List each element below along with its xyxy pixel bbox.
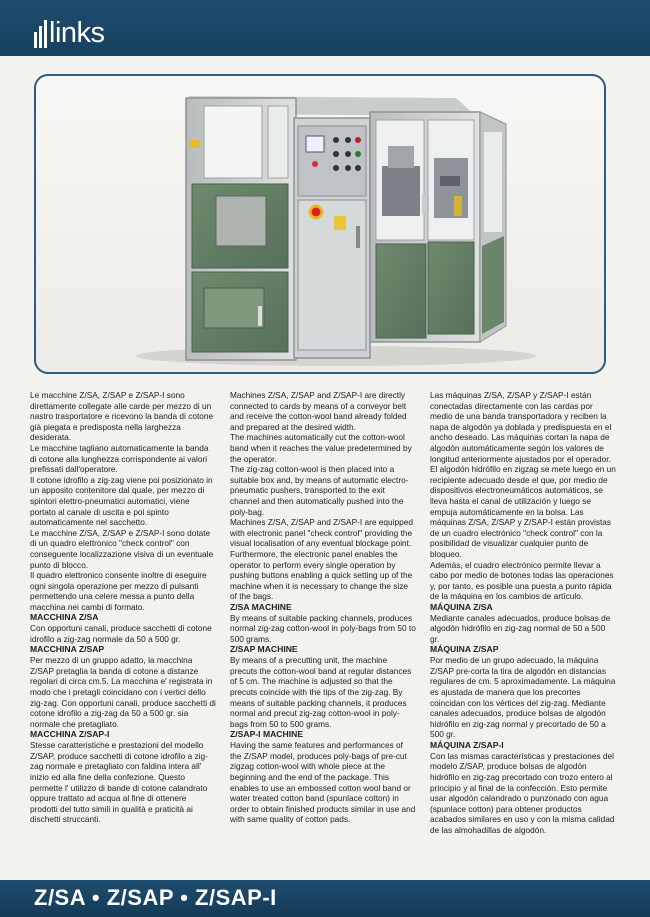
- footer-title: Z/SA • Z/SAP • Z/SAP-I: [34, 885, 277, 910]
- paragraph: Machines Z/SA, Z/SAP and Z/SAP-I are equipped with electronic panel "check control" providing the visual localisation of any eventual blockage point.: [230, 517, 413, 549]
- paragraph: The machines automatically cut the cotton-wool band when it reaches the value predetermined by the operator.: [230, 432, 412, 464]
- section-heading: Z/SAP-I MACHINE: [230, 729, 304, 740]
- paragraph: El algodón hidrófilo en zigzag se mete luego en un recipiente adecuado desde el que, por medio de dispositivos electroneumáticos automáticos, se lleva hasta el canal de utilización y luego se empuja automáticamente en la bolsa. Las máquinas Z/SA, Z/SAP y Z/SAP-I están provistas de un cuadro electrónico "check control" con la posibilidad de visualizar cualquier punto de bloqueo.: [430, 464, 616, 559]
- paragraph: Por medio de un grupo adecuado, la máquina Z/SAP pre-corta la tira de algodón en distancias regulares de cm. 5 aproximadamente. La máquina es ajustada de manera que los precortes coincidan con los vértices del zig-zag. Mediante canales adecuados, produce bolsas de algodón hidrófilo en zig-zag normal y precortado de 50 a 500 gr.: [430, 655, 616, 740]
- paragraph: Machines Z/SA, Z/SAP and Z/SAP-I are directly connected to cards by means of a conveyor belt and receive the cotton-wool band already folded and prepared at the desired width.: [230, 390, 407, 432]
- paragraph: Le macchine tagliano automaticamente la banda di cotone alla lunghezza corrispondente ai valori prefissati dall'operatore.: [30, 442, 209, 475]
- section-heading: MACCHINA Z/SAP-I: [30, 729, 110, 740]
- paragraph: Per mezzo di un gruppo adatto, la macchina Z/SAP pretaglia la banda di cotone a distanze regolari di circa cm.5. La macchina e' registrata in modo che i pretagli coincidano con i vertici dello zig-zag. Con opportuni canali, produce sacchetti di cotone idrofilo a zig-zag da 50 a 500 gr. sia normale che pretagliato.: [30, 655, 216, 729]
- column-italian: [30, 390, 216, 825]
- paragraph: Las máquinas Z/SA, Z/SAP y Z/SAP-I están conectadas directamente con las cardas por medio de una banda transportadora y reciben la napa de algodón ya doblada y predispuesta en el ancho deseado. Las máquinas cortan la napa de algodón automáticamente según los valores de longitud anteriormente ajustados por el operador.: [430, 390, 612, 464]
- paragraph: Le macchine Z/SA, Z/SAP e Z/SAP-I sono dotate di un quadro elettronico "check control" con conseguente localizzazione visiva di un eventuale punto di blocco.: [30, 527, 214, 570]
- paragraph: Además, el cuadro electrónico permite llevar a cabo por medio de botones todas las operaciones y, por tanto, es posible una puesta a punto rápida de la máquina en los cambios de artículo.: [430, 559, 614, 602]
- section-heading: MÁQUINA Z/SAP-I: [430, 740, 504, 750]
- section-heading: MÁQUINA Z/SAP: [430, 644, 499, 655]
- text-columns: [30, 390, 620, 880]
- logo-text: links: [49, 17, 105, 49]
- paragraph: Il quadro elettronico consente inoltre di eseguire ogni singola operazione per mezzo di pulsanti permettendo una celere messa a punto della macchina nei cambi di formato.: [30, 570, 207, 612]
- section-heading: Z/SAP MACHINE: [230, 644, 298, 655]
- paragraph: Mediante canales adecuados, produce bolsas de algodón hidrófilo en zig-zag normal de 50 a 500 gr.: [430, 612, 611, 644]
- machine-photo: [34, 74, 606, 374]
- paragraph: Furthermore, the electronic panel enables the operator to perform every single operation by pushing buttons enabling a quick setting up of the machine when it is necessary to change the size of the bags.: [230, 548, 413, 602]
- logo-bars-icon: [34, 20, 47, 48]
- packing-machine-illustration: [36, 76, 606, 374]
- paragraph: Con las mismas características y prestaciones del modelo Z/SAP, produce bolsas de algodón hidrófilo en zig-zag precortado con trozo entero al principio y al final de la confección. Esto permite usar algodón calandrado o punzonado con agua (spunlace cotton) para obtener productos acabados similares en uso y con la misma calidad de las almohadillas de algodón.: [430, 750, 615, 835]
- paragraph: By means of a precutting unit, the machine precuts the cotton-wool band at regular distances of 5 cm. The machine is adjusted so that the precuts coincide with the tips of the zig-zag. By means of suitable packing channels, it produces normal and precut zig-zag cotton-wool in poly-bags from 50 to 500 grams.: [230, 655, 412, 729]
- paragraph: The zig-zag cotton-wool is then placed into a suitable box and, by means of automatic electro-pneumatic pushers, transported to the exit channel and then automatically pushed into the poly-bag.: [230, 464, 409, 517]
- section-heading: MACCHINA Z/SA: [30, 612, 99, 623]
- paragraph: Con opportuni canali, produce sacchetti di cotone idrofilo a zig-zag normale da 50 a 500 gr.: [30, 623, 212, 644]
- paragraph: Having the same features and performances of the Z/SAP model, produces poly-bags of pre-cut zigzag cotton-wool with whole piece at the beginning and the end of the package. This enables to use an embossed cotton wool band or water treated cotton band (spunlace cotton) in order to obtain finished products similar in use and with same quality of cotton pads.: [230, 740, 416, 825]
- paragraph: Le macchine Z/SA, Z/SAP e Z/SAP-I sono direttamente collegate alle carde per mezzo di un nastro trasportatore e ricevono la banda di cotone già piegata e predisposta nella larghezza desiderata.: [30, 390, 214, 443]
- paragraph: By means of suitable packing channels, produces normal zig-zag cotton-wool in poly-bags from 50 to 500 grams.: [230, 612, 416, 644]
- section-heading: Z/SA MACHINE: [230, 601, 292, 612]
- section-heading: MÁQUINA Z/SA: [430, 601, 493, 612]
- column-english: [230, 390, 416, 825]
- paragraph: Il cotone idrofilo a zig-zag viene poi posizionato in un apposito contenitore dal quale, per mezzo di spintori elettro-pneumatici automatici, viene portato al canale di uscita e poi spinto automaticamente nel sacchetto.: [30, 474, 213, 528]
- links-logo: [34, 14, 105, 48]
- section-heading: MACCHINA Z/SAP: [30, 644, 105, 655]
- paragraph: Stesse caratteristiche e prestazioni del modello Z/SAP, produce sacchetti di cotone idrofilo a zig-zag normale e pretagliato con faldina intera all' inizio ed alla fine della confezione. Questo permette l' utilizzo di bande di cotone calandrato oppure trattato ad acqua al fine di ottenere prodotti del tutto simili in qualità e praticità ai dischetti struccanti.: [30, 740, 208, 825]
- column-spanish: [430, 390, 616, 836]
